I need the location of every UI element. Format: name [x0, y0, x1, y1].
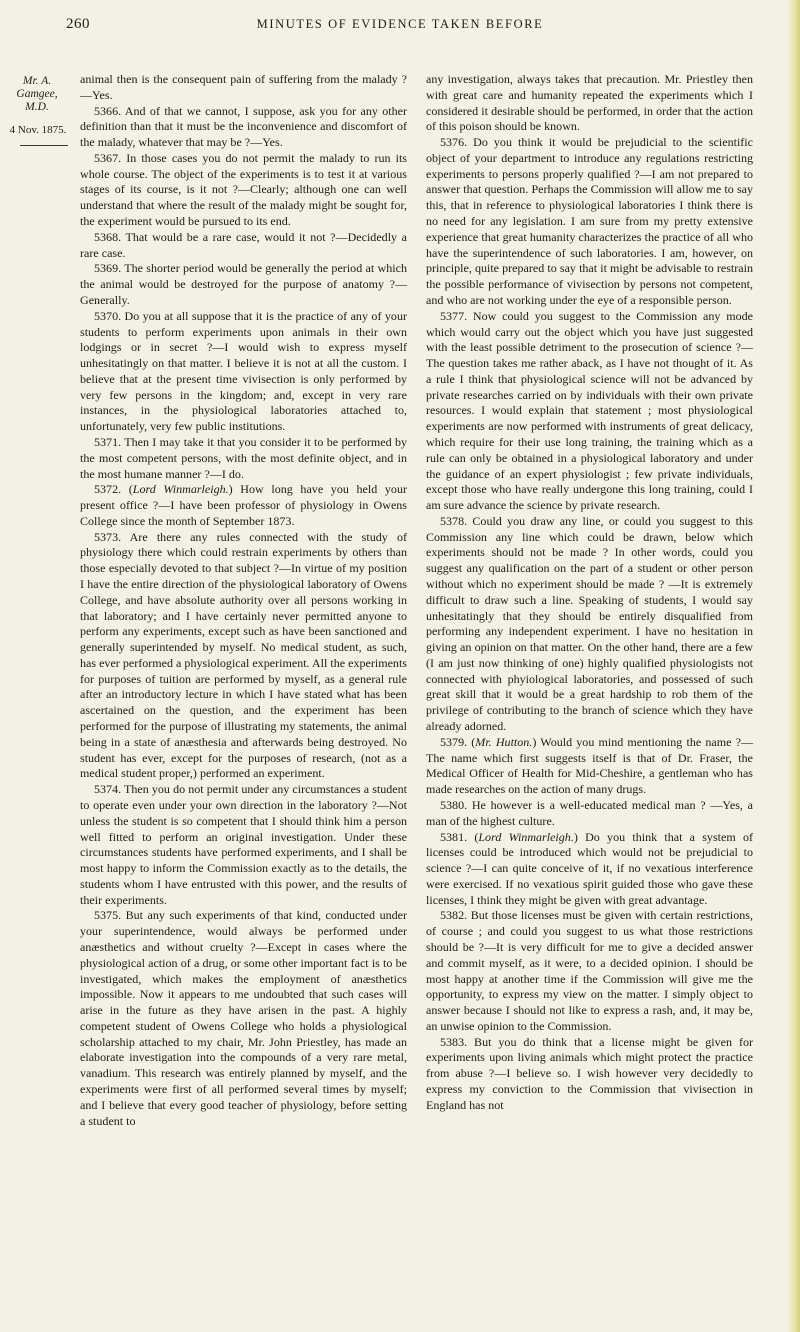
paragraph: 5371. Then I may take it that you consider it to be performed by the most competent persons, with the most definite object, and in the most humane manner ?—I do. — [80, 434, 407, 481]
paragraph: 5380. He however is a well-educated medical man ? —Yes, a man of the highest culture. — [426, 797, 753, 828]
right-column — [426, 72, 753, 1114]
paragraph: animal then is the consequent pain of suffering from the malady ?—Yes. — [80, 72, 407, 102]
running-head: MINUTES OF EVIDENCE TAKEN BEFORE — [256, 17, 544, 31]
paragraph: 5368. That would be a rare case, would it not ?—Decidedly a rare case. — [80, 229, 407, 260]
paragraph: 5370. Do you at all suppose that it is the practice of any of your students to perform experiments upon animals in their own lodgings or in secret ?—I would wish to express myself unhesitatingly on that matter. I believe it is not at all the custom. I believe that at the present time vivisection is only performed by very few persons in the kingdom; and, except in very rare instances, in the physiological laboratories attached to, unfortunately, very few public institutions. — [80, 308, 407, 434]
paragraph: 5376. Do you think it would be prejudicial to the scientific object of your department to introduce any regulations restricting experiments to persons properly qualified ?—I am not prepared to answer that question. Perhaps the Commission will allow me to say this, that in reference to physiological laboratories I think there is no need for any legislation. I am sure from my pretty extensive experience that great humanity characterizes the practice of all who have the superintendence of such laboratories. I am, however, on principle, quite prepared to say that it might be advisable to restrain the possible performance of vivisection by persons not competent, and who are not working under the eye of a responsible person. — [426, 135, 753, 307]
paragraph: 5381. (Lord Winmarleigh.) Do you think that a system of licenses could be introduced which would not be prejudicial to science ?—I can quite conceive of it, if no vexatious interference were exercised. If no vexatious spirit guided those who gave these licenses, I think they might be given with great advantage. — [426, 829, 753, 907]
paragraph: 5373. Are there any rules connected with the study of physiology there which could restrain experiments by others than those especially devoted to that subject ?—In virtue of my position I have the entire direction of the physiological laboratory of Owens College, and have absolute authority over all persons working in that laboratory; and I have certainly never permitted anyone to perform any experiments, except such as have been sanctioned and generally superintended by myself. No medical student, as such, has ever performed a physiological experiment. All the experiments for purposes of tuition are performed by myself, as a general rule after an introductory lecture in which I have stated what has been ascertained on the question, and the experiment has been performed for the purpose of illustrating my statements, the animal being in a state of anæsthesia and afterwards being destroyed. No student has ever, except for the purposes of research, (not as a medical student proper,) performed an experiment. — [80, 529, 407, 781]
speaker-name: Lord Winmarleigh. — [478, 829, 574, 844]
paragraph: 5375. But any such experiments of that kind, conducted under your superintendence, would always be performed under anæsthetics and without cruelty ?—Except in cases where the physiological action of a drug, or some other important fact is to be investigated, which makes the employment of anæsthetics impossible. Now it appears to me undoubted that such cases will arise in the future as they have arisen in the past. A highly competent student of Owens College who holds a physiological scholarship attached to my chair, Mr. John Priestley, has made an elaborate investigation into the compounds of a very rare metal, vanadium. This research was entirely planned by myself, and the experiments were first of all performed several times by myself; and I believe that every good teacher of physiology, before setting a student to — [80, 908, 407, 1128]
margin-witness-note: Mr. A. Gamgee, M.D. — [16, 75, 58, 114]
paragraph: 5374. Then you do not permit under any circumstances a student to operate even under your own direction in the laboratory ?—Not unless the student is so competent that I should think him a person well fitted to perform an original investigation. Under these circumstances students have performed experiments, and I shall be most happy to inform the Commission exactly as to the details, the students whom I have entrusted with this power, and the results of their experiments. — [80, 782, 407, 907]
paragraph: 5367. In those cases you do not permit the malady to run its whole course. The object of the experiments is to test it at various stages of its course, is it not ?—Clearly; although one can well understand that where the result of the malady might be sought for, the experiment would be pursued to its end. — [80, 150, 407, 229]
paragraph: 5382. But those licenses must be given with certain restrictions, of course ; and could you suggest to us what those restrictions should be ?—It is very difficult for me to give a decided answer and commit myself, as it were, to a decided opinion. I should be most happy at another time if the Commission will give me the opportunity, to express my view on the matter. I simply object to answer because I should not like to express a rash, and, it may be, an unwise opinion to the Commission. — [426, 908, 753, 1033]
margin-date-note: 4 Nov. 1875. — [9, 124, 67, 136]
page-number: 260 — [66, 16, 90, 32]
paragraph: 5366. And of that we cannot, I suppose, ask you for any other definition than that it must be the inconvenience and discomfort of the malady, whatever that may be ?—Yes. — [80, 103, 407, 150]
page-edge-tint — [786, 0, 800, 1332]
paragraph: 5378. Could you draw any line, or could you suggest to this Commission any line which could be drawn, below which experiments should not be made ? In other words, could you suggest any qualification on the part of a student or other person without which no experiment should be made ? —It is extremely difficult to draw such a line. Speaking of students, I would say unhesitatingly that they should be entirely disqualified from performing any independent experiment. I have no hesitation in giving an opinion on that matter. On the other hand, there are a few (I am just now thinking of one) highly qualified physiologists not connected with phyiological laboratories, and possessed of such great skill that it would be a great hardship to rob them of the privilege of contributing to the branch of science which they have already adorned. — [426, 513, 753, 734]
speaker-name: Mr. Hutton. — [475, 734, 533, 749]
paragraph: 5383. But you do think that a license might be given for experiments upon living animals which might protect the practice from abuse ?—I believe so. I wish however very decidedly to express my conviction to the Commission that vivisection in England has not — [426, 1034, 753, 1112]
left-column — [80, 72, 407, 1129]
paragraph: 5377. Now could you suggest to the Commission any mode which would carry out the object which you have just suggested with the least possible detriment to the prosecution of science ?—The question takes me rather aback, as I have not thought of it. As a rule I think that physiological science will not be advanced by private researches carried on by individuals with their own private resources. I would explain that statement ; most physiological experiments are now performed with instruments of great delicacy, which require for their use long training, the training which as a rule can only be obtained in a physiological laboratory and under the guidance of an expert physiologist ; few private individuals, except those who have really undergone this long training, could I am sure advance the science by private research. — [426, 308, 753, 513]
paragraph: 5372. (Lord Winmarleigh.) How long have you held your present office ?—I have been professor of physiology in Owens College since the month of September 1873. — [80, 482, 407, 528]
paragraph: any investigation, always takes that precaution. Mr. Priestley then with great care and humanity repeated the experiments which I considered it desirable should be performed, in order that the action of this poison should be known. — [426, 72, 753, 134]
margin-rule — [20, 145, 68, 146]
paragraph: 5379. (Mr. Hutton.) Would you mind mentioning the name ?—The name which first suggests itself is that of Dr. Fraser, the Medical Officer of Health for Mid-Cheshire, a gentleman who has made researches on the action of many drugs. — [426, 734, 753, 797]
paragraph: 5369. The shorter period would be generally the period at which the animal would be destroyed for the purpose of anatomy ?—Generally. — [80, 261, 407, 307]
speaker-name: Lord Winmarleigh. — [132, 482, 229, 497]
